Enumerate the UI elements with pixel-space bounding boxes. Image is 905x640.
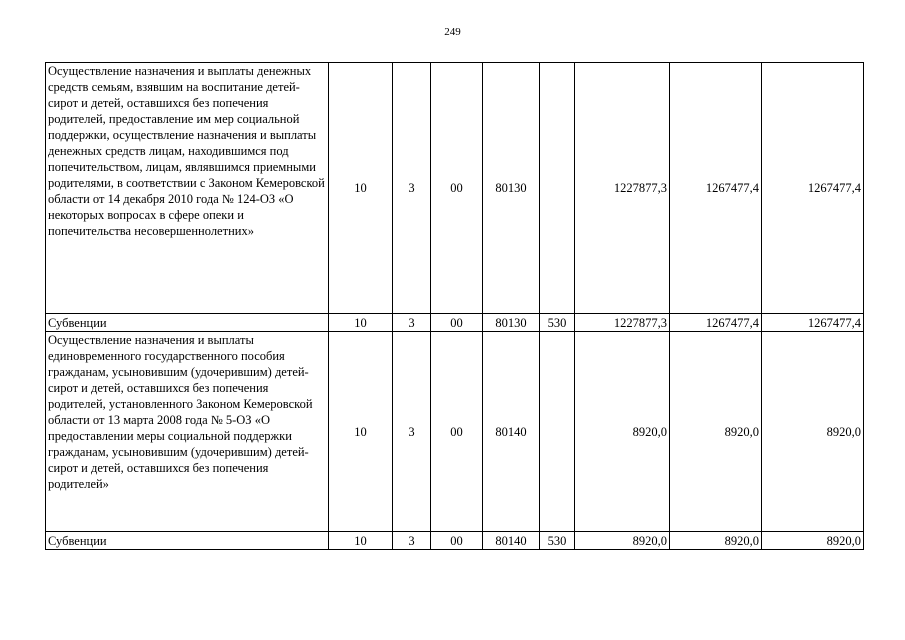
article-code: 80140 <box>483 332 540 532</box>
section-code: 10 <box>329 332 393 532</box>
row-description: Субвенции <box>46 532 329 550</box>
program-code: 00 <box>431 63 483 314</box>
amount-year-2: 8920,0 <box>670 332 762 532</box>
row-description: Субвенции <box>46 314 329 332</box>
amount-year-2: 8920,0 <box>670 532 762 550</box>
amount-year-1: 8920,0 <box>575 532 670 550</box>
amount-year-1: 1227877,3 <box>575 314 670 332</box>
amount-year-1: 8920,0 <box>575 332 670 532</box>
article-code: 80140 <box>483 532 540 550</box>
row-description: Осуществление назначения и выплаты единовременного государственного пособия гражданам, усыновившим (удочерившим) детей-сирот и детей, оставшихся без попечения родителей, установленного Законом Кемеровской области от 13 марта 2008 года № 5-ОЗ «О предоставлении меры социальной поддержки гражданам, усыновившим (удочерившим) детей-сирот и детей, оставшихся без попечения родителей» <box>46 332 329 532</box>
expense-type-code <box>540 63 575 314</box>
amount-year-3: 8920,0 <box>762 532 864 550</box>
amount-year-3: 1267477,4 <box>762 314 864 332</box>
section-code: 10 <box>329 532 393 550</box>
amount-year-3: 8920,0 <box>762 332 864 532</box>
subsection-code: 3 <box>393 532 431 550</box>
subsection-code: 3 <box>393 332 431 532</box>
amount-year-1: 1227877,3 <box>575 63 670 314</box>
program-code: 00 <box>431 332 483 532</box>
budget-table <box>45 62 864 550</box>
subsection-code: 3 <box>393 314 431 332</box>
expense-type-code <box>540 332 575 532</box>
table-row <box>46 314 864 332</box>
section-code: 10 <box>329 314 393 332</box>
article-code: 80130 <box>483 314 540 332</box>
amount-year-3: 1267477,4 <box>762 63 864 314</box>
subsection-code: 3 <box>393 63 431 314</box>
expense-type-code: 530 <box>540 314 575 332</box>
page-number: 249 <box>444 26 461 38</box>
article-code: 80130 <box>483 63 540 314</box>
table-row <box>46 63 864 314</box>
expense-type-code: 530 <box>540 532 575 550</box>
program-code: 00 <box>431 532 483 550</box>
program-code: 00 <box>431 314 483 332</box>
section-code: 10 <box>329 63 393 314</box>
amount-year-2: 1267477,4 <box>670 63 762 314</box>
table-row <box>46 532 864 550</box>
table-row <box>46 332 864 532</box>
row-description: Осуществление назначения и выплаты денежных средств семьям, взявшим на воспитание детей-сирот и детей, оставшихся без попечения родителей, предоставление им мер социальной поддержки, осуществление назначения и выплаты денежных средств лицам, находившимся под попечительством, лицам, являвшимся приемными родителями, в соответствии с Законом Кемеровской области от 14 декабря 2010 года № 124-ОЗ «О некоторых вопросах в сфере опеки и попечительства несовершеннолетних» <box>46 63 329 314</box>
amount-year-2: 1267477,4 <box>670 314 762 332</box>
